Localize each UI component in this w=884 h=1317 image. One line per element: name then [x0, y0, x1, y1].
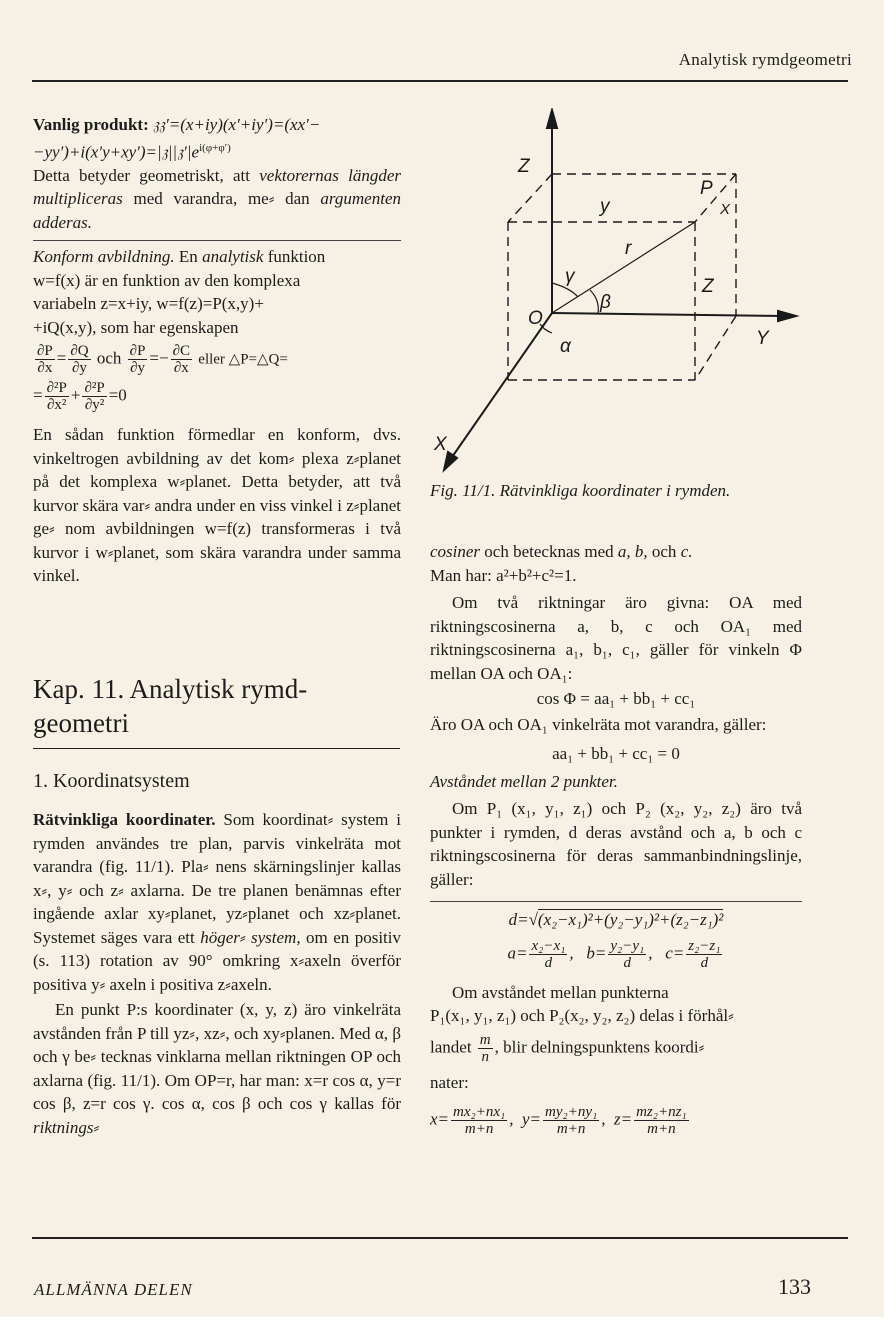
- nater-line: nater:: [430, 1072, 469, 1092]
- box-edge: [695, 316, 736, 380]
- vanlig-text-a: Detta betyder geometriskt, att: [33, 165, 260, 185]
- eq1-och: och: [96, 348, 122, 368]
- delning-line-1: Om avståndet mellan punkterna: [452, 982, 669, 1002]
- frac-den: n: [481, 1048, 489, 1065]
- konform-title: Konform avbildning.: [33, 247, 175, 267]
- frac-m-n: [478, 1032, 493, 1065]
- frac-den: ∂y: [130, 360, 145, 377]
- figure-caption: Fig. 11/1. Rätvinkliga koordinater i rymden.: [430, 481, 731, 500]
- frac-num: ∂P: [129, 343, 146, 360]
- eq2-tail: =0: [108, 385, 127, 405]
- frac-c: [686, 938, 722, 971]
- punkt-paragraph: [33, 998, 401, 1139]
- cos-text-e: c.: [680, 542, 693, 561]
- konform-text-1: En: [174, 247, 203, 267]
- label-p: P: [700, 178, 713, 199]
- z-lhs: z=: [613, 1109, 633, 1129]
- konform-line-1: [33, 245, 401, 269]
- header-rule: [32, 80, 848, 82]
- right-column: [430, 540, 802, 1137]
- cos-text-d: och: [647, 542, 681, 561]
- frac-num: ∂Q: [70, 343, 89, 360]
- frac-den: m+n: [556, 1121, 586, 1137]
- footer-section-name: ALLMÄNNA DELEN: [34, 1280, 193, 1299]
- vanlig-text-b: vektorernas längder multipliceras: [33, 165, 401, 209]
- division-point-equation: x= $\frac{\text{mx₂+nx₁}}{m+n}$ , y= $\frac{\text{my₂+ny₁}}{m+n}$ , z= $\frac{\text{mz₂+nz₁}}{m+n}$: [430, 1104, 687, 1137]
- frac-num: x₂−x₁: [531, 937, 566, 954]
- frac-3: [128, 343, 148, 376]
- avstand-title: Avståndet mellan 2 punkter.: [430, 771, 618, 791]
- vanlig-formula-1: 𝔷𝔷′=(x+iy)(x′+iy′)=(xx′−: [153, 115, 321, 134]
- frac-den: ∂x²: [47, 397, 67, 414]
- vanlig-produkt-text: [33, 164, 401, 235]
- b-lhs: b=: [586, 942, 607, 962]
- direction-cosines-equation: a= $\frac{\text{x₂−x₁}}{d}$ , b= $\frac{\text{y₂−y₁}}{d}$ , c= $\frac{\text{z₂−z₁}}{d}$: [507, 937, 721, 971]
- chapter-title: [33, 672, 403, 740]
- label-alpha: α: [560, 336, 571, 357]
- frac-num: ∂²P: [46, 380, 67, 397]
- frac-6: [82, 380, 106, 413]
- cosiner-line: [430, 540, 802, 564]
- frac-num: ∂P: [37, 343, 53, 360]
- label-r: r: [625, 238, 632, 259]
- page-number: 133: [778, 1274, 811, 1299]
- man-har-line: Man har: a²+b²+c²=1.: [430, 565, 577, 585]
- running-title: Analytisk rymdgeometri: [678, 50, 852, 69]
- vanlig-text-c: med varandra, me⸗ dan: [122, 189, 321, 209]
- orthogonal-equation: aa₁ + bb₁ + cc₁ = 0: [552, 744, 680, 763]
- a-lhs: a=: [507, 942, 528, 962]
- formula-divider: [430, 901, 802, 902]
- ratvinkliga-paragraph: [33, 808, 401, 996]
- konform-divider: [33, 240, 401, 241]
- chapter-title-line-1: Kap. 11. Analytisk rymd-: [33, 674, 308, 704]
- frac-num: m: [479, 1031, 491, 1048]
- label-y-axis: Y: [756, 328, 769, 349]
- konform-paragraph-2: En sådan funktion förmedlar en konform, dvs. vinkeltrogen avbildning av det kom⸗ plexa z⸗planet på det komplexa w⸗planet. Detta betyder, att två kurvor skära var⸗ andra under en viss vinkel i z⸗planet ge⸗ nom avbildningen w=f(z) transformeras i två kurvor i w⸗planet, som skära varandra under samma vinkel.: [33, 425, 401, 586]
- frac-num: y₂−y₁: [610, 937, 645, 954]
- frac-x: [451, 1104, 507, 1137]
- label-z: Z: [518, 156, 530, 177]
- vanlig-produkt-line-1: [33, 113, 401, 137]
- label-x-axis: X: [434, 434, 447, 455]
- vanlig-formula-exp: i(φ+φ′): [199, 141, 231, 154]
- frac-den: m+n: [647, 1121, 676, 1137]
- frac-num: z₂−z₁: [688, 937, 721, 954]
- label-z-side: Z: [702, 276, 714, 297]
- frac-num: ∂²P: [84, 380, 105, 397]
- frac-den: d: [544, 954, 553, 971]
- distance-equation: d=√(x₂−x₁)²+(y₂−y₁)²+(z₂−z₁)²: [508, 910, 724, 929]
- frac-den: ∂y: [72, 360, 87, 377]
- chapter-title-line-2: geometri: [33, 708, 129, 738]
- frac-4: [171, 343, 192, 376]
- chapter-rule: [33, 748, 400, 749]
- x-axis: [450, 313, 552, 460]
- label-gamma: γ: [565, 266, 575, 287]
- vanlig-formula-2: −yy′)+i(x′y+xy′)=|𝔷||𝔷′|e: [33, 142, 200, 162]
- cos-text-c: a, b,: [617, 542, 648, 561]
- konform-text-3: funktion: [263, 247, 326, 267]
- cos-phi-equation: cos Φ = aa₁ + bb₁ + cc₁: [536, 689, 696, 708]
- ratvinkliga-text-a: Som koordinat⸗ system i rymden användes tre plan, parvis vinkelräta mot varandra (fig. 11/1). Pla⸗ nens skärningslinjer kallas x⸗, y⸗ och z⸗ axlarna. De tre planen benämnas efter ingående axlar xy⸗planet, yz⸗planet och xz⸗planet. Systemet säges vara ett: [33, 810, 401, 947]
- aro-paragraph: Äro OA och OA₁ vinkelräta mot varandra, gäller:: [430, 714, 767, 734]
- beta-arc: [590, 290, 598, 314]
- footer-rule: [32, 1237, 848, 1239]
- label-beta: β: [600, 292, 611, 313]
- frac-den: ∂x: [37, 360, 53, 377]
- section-title: 1. Koordinatsystem: [33, 770, 190, 792]
- z-axis-arrow: [547, 110, 557, 128]
- ratvinkliga-text-b: höger⸗ system,: [200, 927, 301, 947]
- eq1-tail: eller △P=△Q=: [198, 351, 288, 368]
- frac-num: mx₂+nx₁: [453, 1104, 506, 1120]
- ratvinkliga-label: Rätvinkliga koordinater.: [33, 810, 216, 829]
- delning-line-3: [430, 1032, 802, 1065]
- frac-y: [543, 1104, 599, 1137]
- frac-a: [529, 938, 567, 971]
- landet: landet: [430, 1036, 472, 1056]
- frac-den: d: [700, 954, 709, 971]
- punkt-text-b: riktnings⸗: [33, 1117, 100, 1137]
- vanlig-produkt-label: Vanlig produkt:: [33, 115, 149, 134]
- konform-line-2: w=f(x) är en funktion av den komplexa: [33, 270, 301, 290]
- punkt-text-a: En punkt P:s koordinater (x, y, z) äro vinkelräta avstånden från P till yz⸗, xz⸗, och xy⸗planen. Med α, β och γ be⸗ tecknas vinklarna mellan riktningen OP och axlarna (fig. 11/1). Om OP=r, har man: x=r cos α, y=r cos β, z=r cos γ. cos α, cos β och cos γ kallas för: [33, 1000, 401, 1113]
- frac-b: [608, 938, 646, 971]
- frac-den: ∂y²: [84, 397, 105, 414]
- frac-num: my₂+ny₁: [545, 1104, 598, 1120]
- delning-text-3: , blir delningspunktens koordi⸗: [494, 1036, 705, 1056]
- konform-line-3: variabeln z=x+iy, w=f(z)=P(x,y)+: [33, 294, 264, 314]
- frac-1: [35, 343, 55, 376]
- label-y-top: y: [600, 196, 610, 217]
- y-lhs: y=: [521, 1109, 542, 1129]
- delning-line-2: P₁(x₁, y₁, z₁) och P₂(x₂, y₂, z₂) delas i förhål⸗: [430, 1006, 734, 1025]
- distance-radicand: (x₂−x₁)²+(y₂−y₁)²+(z₂−z₁)²: [537, 910, 724, 929]
- frac-den: m+n: [464, 1121, 494, 1137]
- box-edge: [508, 174, 552, 222]
- frac-5: [45, 380, 69, 413]
- x-lhs: x=: [430, 1109, 450, 1129]
- y-axis: [552, 313, 785, 316]
- ratvinkliga-text-c: om en positiv (s. 113) rotation av 90° omkring x⸗axeln överför positiva y⸗ axeln i positiva z⸗axeln.: [33, 927, 401, 994]
- cauchy-riemann-equation: $\frac{\partial P}{\partial x}$ = $\frac{\partial Q}{\partial y}$ och $\frac{\partial P}{\partial y}$ =− $\frac{\partial C}{\partial x}$ eller △P=△Q=: [37, 343, 288, 377]
- label-x-right: X: [720, 201, 731, 218]
- distance-lhs: d=: [508, 910, 529, 929]
- laplace-equation: = $\frac{\text{∂²P}}{\text{∂x²}}$ + $\frac{\text{∂²P}}{\text{∂y²}}$ =0: [33, 380, 127, 414]
- coordinate-figure: [420, 108, 820, 476]
- frac-z: [634, 1104, 689, 1137]
- left-column: [33, 113, 401, 588]
- frac-num: ∂C: [172, 343, 191, 360]
- left-column-lower: [33, 808, 401, 1139]
- om-tva-paragraph: Om två riktningar äro givna: OA med riktningscosinerna a, b, c och OA₁ med riktningscosinerna a₁, b₁, c₁, gäller för vinkeln Φ mellan OA och OA₁:: [430, 593, 802, 683]
- frac-den: d: [623, 954, 632, 971]
- vanlig-text-d: argumenten adderas.: [33, 189, 401, 232]
- frac-2: [68, 343, 90, 376]
- cos-text-b: och betecknas med: [480, 542, 618, 561]
- vanlig-produkt-line-2: [33, 137, 401, 164]
- konform-text-2: analytisk: [202, 247, 264, 267]
- c-lhs: c=: [665, 942, 685, 962]
- y-axis-arrow: [778, 311, 796, 321]
- frac-num: mz₂+nz₁: [636, 1104, 687, 1120]
- cos-text-a: cosiner: [430, 542, 481, 561]
- konform-line-4: +iQ(x,y), som har egenskapen: [33, 317, 239, 337]
- avstand-paragraph: Om P₁ (x₁, y₁, z₁) och P₂ (x₂, y₂, z₂) äro två punkter i rymden, d deras avstånd och a, b och c riktningscosinerna för deras sammanbindningslinje, gäller:: [430, 799, 802, 889]
- frac-den: ∂x: [173, 360, 189, 377]
- label-o: O: [528, 308, 543, 329]
